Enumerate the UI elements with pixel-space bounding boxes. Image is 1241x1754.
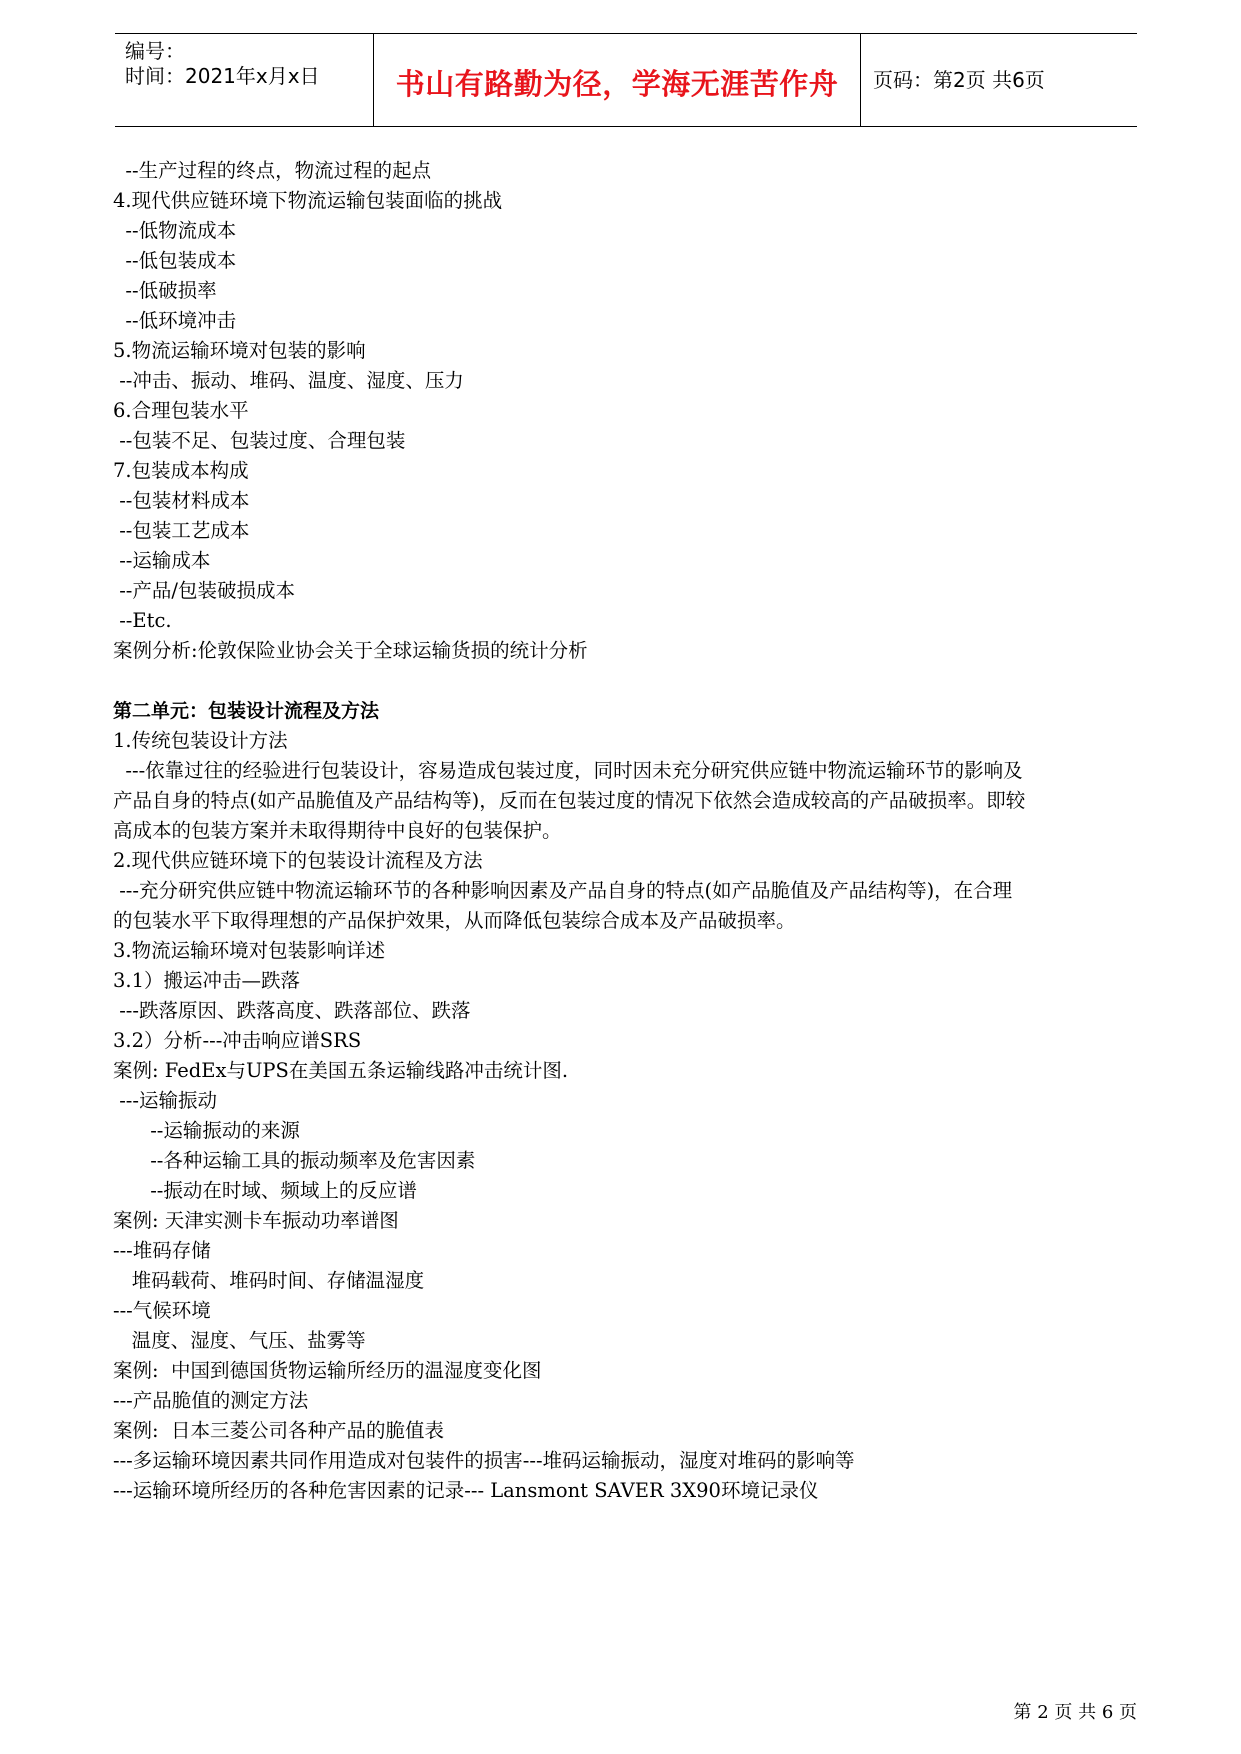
text-line: 案例分析:伦敦保险业协会关于全球运输货损的统计分析 xyxy=(113,639,588,662)
text-line: 案例: 中国到德国货物运输所经历的温湿度变化图 xyxy=(113,1359,542,1382)
text-line: ---运输环境所经历的各种危害因素的记录--- Lansmont SAVER 3X90环境记录仪 xyxy=(113,1479,819,1502)
text-line: --Etc. xyxy=(113,609,172,632)
text-line: 3.1）搬运冲击—跌落 xyxy=(113,969,301,992)
section-heading: 第二单元：包装设计流程及方法 xyxy=(113,700,380,722)
header-info-cell xyxy=(115,34,373,126)
text-line: --包装不足、包装过度、合理包装 xyxy=(113,429,406,452)
text-line: 4.现代供应链环境下物流运输包装面临的挑战 xyxy=(113,189,503,212)
text-line: --包装材料成本 xyxy=(113,489,250,512)
page-code: 页码：第2页 共6页 xyxy=(873,68,1045,92)
text-line: ---气候环境 xyxy=(113,1299,211,1322)
motto-text: 书山有路勤为径，学海无涯苦作舟 xyxy=(395,67,839,101)
header-motto-cell xyxy=(373,34,861,126)
text-line: --冲击、振动、堆码、温度、湿度、压力 xyxy=(113,369,464,392)
text-line: ---堆码存储 xyxy=(113,1239,211,1262)
text-line: 7.包装成本构成 xyxy=(113,459,249,482)
text-line: 3.2）分析---冲击响应谱SRS xyxy=(113,1029,362,1052)
text-line: ---运输振动 xyxy=(113,1089,217,1112)
text-line: ---多运输环境因素共同作用造成对包装件的损害---堆码运输振动，湿度对堆码的影响等 xyxy=(113,1449,855,1472)
text-line: --低包装成本 xyxy=(113,249,237,272)
text-line: 产品自身的特点(如产品脆值及产品结构等)，反而在包装过度的情况下依然会造成较高的产品破损率。即较 xyxy=(113,789,1026,812)
text-line: 1.传统包装设计方法 xyxy=(113,729,288,752)
text-line: 温度、湿度、气压、盐雾等 xyxy=(113,1329,366,1352)
text-line: --振动在时域、频域上的反应谱 xyxy=(113,1179,417,1202)
text-line: --低破损率 xyxy=(113,279,217,302)
text-line: --产品/包装破损成本 xyxy=(113,579,295,602)
text-line: ---充分研究供应链中物流运输环节的各种影响因素及产品自身的特点(如产品脆值及产品结构等)，在合理 xyxy=(113,879,1013,902)
text-line: --低环境冲击 xyxy=(113,309,237,332)
text-line: 5.物流运输环境对包装的影响 xyxy=(113,339,366,362)
text-line: --生产过程的终点，物流过程的起点 xyxy=(113,159,432,182)
time-label: 时间：2021年x月x日 xyxy=(125,64,320,88)
text-line: --包装工艺成本 xyxy=(113,519,250,542)
text-line: --低物流成本 xyxy=(113,219,237,242)
serial-number-label: 编号： xyxy=(125,39,185,63)
page-footer-number: 第 2 页 共 6 页 xyxy=(1013,1702,1137,1723)
text-line: 案例: 天津实测卡车振动功率谱图 xyxy=(113,1209,399,1232)
text-line: 2.现代供应链环境下的包装设计流程及方法 xyxy=(113,849,483,872)
text-line: ---依靠过往的经验进行包装设计，容易造成包装过度，同时因未充分研究供应链中物流运输环节的影响及 xyxy=(113,759,1023,782)
text-line: --各种运输工具的振动频率及危害因素 xyxy=(113,1149,476,1172)
text-line: 堆码载荷、堆码时间、存储温湿度 xyxy=(113,1269,425,1292)
text-line: 6.合理包装水平 xyxy=(113,399,249,422)
text-line: 的包装水平下取得理想的产品保护效果，从而降低包装综合成本及产品破损率。 xyxy=(113,909,796,932)
text-line: 案例: FedEx与UPS在美国五条运输线路冲击统计图. xyxy=(113,1059,569,1082)
text-line: --运输振动的来源 xyxy=(113,1119,300,1142)
text-line: ---产品脆值的测定方法 xyxy=(113,1389,309,1412)
text-line: ---跌落原因、跌落高度、跌落部位、跌落 xyxy=(113,999,471,1022)
header-page-cell xyxy=(861,34,1137,126)
text-line: 案例: 日本三菱公司各种产品的脆值表 xyxy=(113,1419,444,1442)
text-line: 高成本的包装方案并未取得期待中良好的包装保护。 xyxy=(113,819,562,842)
page-header xyxy=(115,33,1137,127)
text-line: --运输成本 xyxy=(113,549,211,572)
text-line: 3.物流运输环境对包装影响详述 xyxy=(113,939,386,962)
